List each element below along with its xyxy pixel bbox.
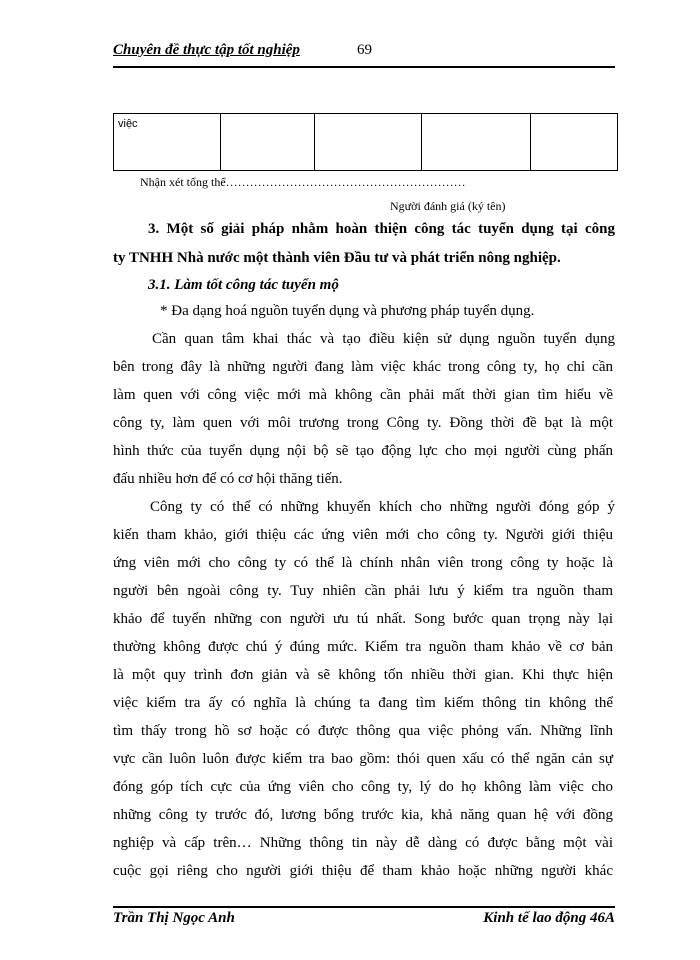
paragraph-line: hình thức của tuyển dụng nội bộ sẽ tạo động lực cho mọi người cùng phấn	[113, 443, 613, 459]
paragraph-line: người bên ngoài công ty. Tuy nhiên cần phải lưu ý kiểm tra nguồn tham	[113, 583, 613, 599]
table-row	[114, 114, 618, 171]
table-cell	[221, 114, 315, 171]
paragraph-line: Công ty có thể có những khuyến khích cho những người đóng góp ý	[150, 499, 615, 515]
overall-comment: Nhận xét tổng thể……………………………………………………	[140, 175, 466, 189]
subsection-heading: 3.1. Làm tốt công tác tuyển mộ	[148, 277, 339, 293]
paragraph-line: vực cần luôn luôn được kiểm tra bao gồm: thói quen xấu có thể ngăn cản sự	[113, 751, 613, 767]
page-header	[113, 42, 615, 68]
paragraph-line: là một quy trình đơn giản và sẽ không tốn nhiều thời gian. Khi thực hiện	[113, 667, 613, 683]
table-cell	[531, 114, 618, 171]
paragraph-line: đấu nhiều hơn để có cơ hội thăng tiến.	[113, 471, 343, 487]
paragraph-line: tìm thấy trong hồ sơ hoặc có được thông qua việc phỏng vấn. Những lĩnh	[113, 723, 613, 739]
table-cell	[315, 114, 422, 171]
paragraph-line: khảo để tuyển những con người ưu tú nhất. Song bước quan trọng này lại	[113, 611, 613, 627]
paragraph-line: làm quen với công việc mới mà không cần phải mất thời gian tìm hiểu về	[113, 387, 613, 403]
evaluator-signature: Người đánh giá (ký tên)	[390, 199, 506, 213]
footer-author: Trần Thị Ngọc Anh	[113, 910, 235, 926]
section-heading-line: 3. Một số giải pháp nhằm hoàn thiện công tác tuyển dụng tại công	[148, 221, 615, 237]
table-cell	[422, 114, 531, 171]
paragraph-line: Cần quan tâm khai thác và tạo điều kiện sử dụng nguồn tuyển dụng	[152, 331, 615, 347]
paragraph-line: công ty, làm quen với môi trương trong Công ty. Đồng thời đề bạt là một	[113, 415, 613, 431]
header-title: Chuyên đề thực tập tốt nghiệp	[113, 42, 300, 58]
paragraph-line: những công ty trước đó, lương bổng trước kia, khả năng quan hệ với đồng	[113, 807, 613, 823]
footer-class: Kinh tế lao động 46A	[483, 910, 615, 926]
evaluation-table	[113, 113, 618, 171]
paragraph-line: ứng viên mới cho công ty có thể là chính nhân viên trong công ty hoặc là	[113, 555, 613, 571]
table-cell: việc	[114, 114, 221, 171]
paragraph-line: cuộc gọi riêng cho người giới thiệu để tham khảo hoặc những người khác	[113, 863, 613, 879]
paragraph-line: đóng góp tích cực của ứng viên cho công ty, lý do họ không làm việc cho	[113, 779, 613, 795]
page-footer	[113, 906, 615, 926]
paragraph-line: việc kiểm tra ấy có nghĩa là chúng ta đang tìm kiếm thông tin không thể	[113, 695, 613, 711]
section-heading-line: ty TNHH Nhà nước một thành viên Đầu tư và phát triển nông nghiệp.	[113, 250, 561, 266]
paragraph-line: thường không được chú ý đúng mức. Kiểm tra nguồn tham khảo về cơ bản	[113, 639, 613, 655]
paragraph-line: nghiệp và cấp trên… Những thông tin này dễ dàng có được bằng một vài	[113, 835, 613, 851]
paragraph-line: kiến tham khảo, giới thiệu các ứng viên mới cho công ty. Người giới thiệu	[113, 527, 613, 543]
paragraph-line: bên trong đây là những người đang làm việc khác trong công ty, họ chỉ cần	[113, 359, 613, 375]
page-number: 69	[357, 42, 372, 58]
bullet-line: * Đa dạng hoá nguồn tuyển dụng và phương pháp tuyển dụng.	[160, 303, 535, 319]
